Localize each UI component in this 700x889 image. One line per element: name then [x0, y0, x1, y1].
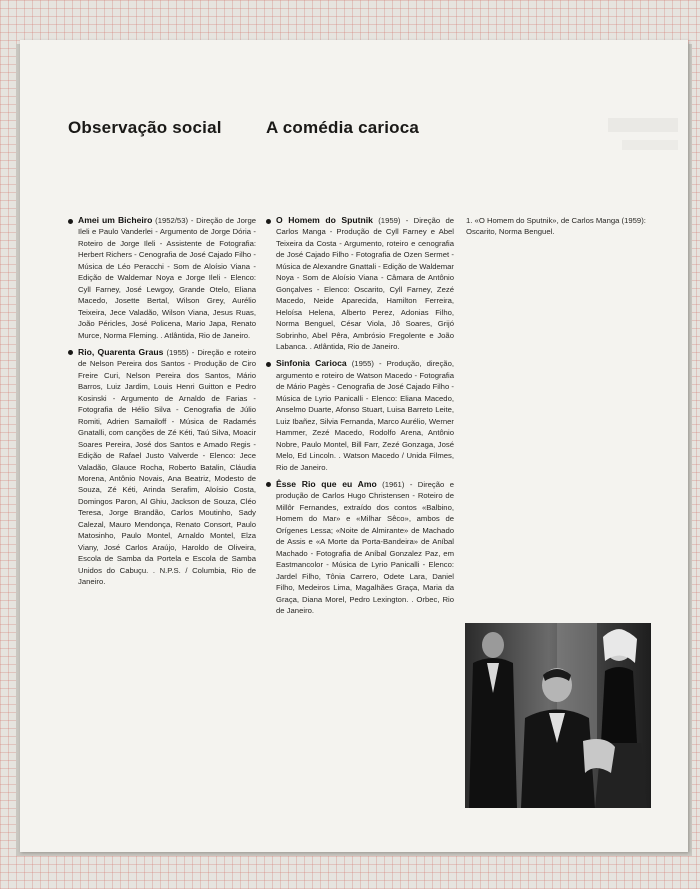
- filmography-column-1: [68, 215, 256, 594]
- film-year: (1955): [346, 359, 374, 369]
- film-credits: - Direção e roteiro de Nelson Pereira dos Santos - Produção de Ciro Freire Curi, Nelson Pereira dos Santos, Mário Barros, Luiz Jardim, Louis Henri Guitton e Pedro Kosinski - Argumento de Arnaldo de Farias - Fotografia de Hélio Silva - Cenografia de Júlio Romiti, Adrien Samailoff - Música de Radamés Gnatalli, com canções de Zé Kéti, Taú Silva, Moacir Soares Pereira, José dos Santos e Amado Regis - Edição de Rafael Justo Valverde - Elenco: Jece Valadão, Glauce Rocha, Roberto Batalin, Cláudia Morena, Antônio Novais, Ana Beatriz, Modesto de Souza, Zé Kéti, Arinda Serafim, Aloísio Costa, Domingos Paron, Al Ghiu, Jackson de Souza, Cléo Teresa, Jorge Brandão, Carlos Moutinho, Sady Calezal, Mauro Mendonça, Renato Consort, Paulo Matosinho, Paulo Montel, Arnaldo Montel, Elza Viany, José Carlos Araújo, Haroldo de Oliveira, Escola de Samba da Portela e Escola de Samba Unidos do Cabuçu. . N.P.S. / Columbia, Rio de Janeiro.: [78, 347, 256, 587]
- film-credits: - Produção, direção, argumento e roteiro de Watson Macedo - Fotografia de Mário Pagès - Cenografia de José Cajado Filho - Música de Lyrio Panicalli - Elenco: Eliana Macedo, Anselmo Duarte, Afonso Stuart, Luisa Barreto Leite, Luiz Ibañez, Silvia Fernanda, Marco Aurélio, Werner Hammer, Zezé Macedo, Rodolfo Arena, Antônio Nobre, Paulo Montel, Bill Farr, Zezé Gonzaga, José Melo, Ed Lincoln. . Watson Macedo / Unida Filmes, Rio de Janeiro.: [276, 359, 454, 472]
- film-title: Rio, Quarenta Graus: [78, 346, 164, 357]
- bullet-icon: [266, 219, 271, 224]
- section-title-observacao-social: Observação social: [68, 118, 222, 137]
- film-entry-o-homem-do-sputnik: [266, 215, 454, 352]
- book-page: [20, 40, 688, 852]
- bullet-icon: [68, 350, 73, 355]
- film-title: Amei um Bicheiro: [78, 215, 153, 225]
- film-still-photo: [465, 623, 651, 808]
- bullet-icon: [68, 219, 73, 224]
- film-title: Sinfonia Carioca: [276, 358, 347, 369]
- film-still-illustration: [465, 623, 651, 808]
- film-year: (1961): [376, 479, 405, 489]
- film-credits: - Direção de Jorge Ileli e Paulo Vanderlei - Argumento de Jorge Dória - Roteiro de Jorge Ileli - Assistente de Fotografia: Herbert Richers - Cenografia de José Cajado Filho - Música de Léo Peracchi - Som de Aloísio Viana - Edição de Waldemar Noya e Jorge Ileli - Elenco: Cyll Farney, José Lewgoy, Grande Otelo, Eliana Macedo, Josette Bertal, Wilson Grey, Aurélio Teixeira, Jece Valadão, Wilson Viana, Jesus Ruas, João Péricles, José Policena, Mario Japa, Renato Murce, Norma Fleming. . Atlântida, Rio de Janeiro.: [78, 216, 256, 340]
- film-credits: - Direção de Carlos Manga - Produção de Cyll Farney e Abel Teixeira da Costa - Argumento, roteiro e cenografia de José Cajado Filho - Fotografia de Ozen Sermet - Música de Alexandre Gnattali - Edição de Waldemar Noya - Som de Aloísio Viana - Câmara de Antônio Gonçalves - Elenco: Oscarito, Cyll Farney, Zezé Macedo, Neide Aparecida, Hamilton Ferreira, Heloísa Helena, Alberto Perez, Adonias Filho, Norma Benguel, César Viola, Jô Soares, Grijó Sobrinho, Abel Pêra, Ambrósio Fregolente e João Labanca. . Atlântida, Rio de Janeiro.: [276, 216, 455, 351]
- bullet-icon: [266, 482, 271, 487]
- bullet-icon: [266, 362, 271, 367]
- film-entry-amei-um-bicheiro: [68, 215, 256, 341]
- film-entry-sinfonia-carioca: [266, 358, 454, 473]
- film-entry-rio-quarenta-graus: [68, 347, 256, 588]
- film-credits: - Direção e produção de Carlos Hugo Christensen - Roteiro de Millôr Fernandes, extraído dos contos «Balbino, Homem do Mar» e «Milhar Sêco», ambos de Orígenes Lessa; «Noite de Almirante» de Machado de Assis e «A Morte da Porta-Bandeira» de Aníbal Machado - Fotografia de Aníbal Gonzalez Paz, em Eastmancolor - Música de Lyrio Panicalli - Elenco: Jardel Filho, Tônia Carrero, Odete Lara, Daniel Filho, Medeiros Lima, Magalhães Graça, Maria da Graça, Diana Morel, Pedro Lexington. . Orbec, Rio de Janeiro.: [276, 479, 455, 615]
- photo-caption: 1. «O Homem do Sputnik», de Carlos Manga (1959): Oscarito, Norma Benguel.: [466, 216, 646, 237]
- film-year: (1955): [163, 347, 189, 357]
- film-entry-esse-rio-que-eu-amo: [266, 479, 454, 616]
- film-year: (1952/53): [152, 216, 189, 225]
- bleed-through-ghost-text: [608, 118, 678, 150]
- section-title-comedia-carioca: A comédia carioca: [266, 118, 420, 137]
- film-year: (1959): [372, 216, 401, 225]
- film-title: O Homem do Sputnik: [276, 215, 373, 225]
- film-title: Êsse Rio que eu Amo: [276, 478, 377, 489]
- filmography-column-2: [266, 215, 454, 622]
